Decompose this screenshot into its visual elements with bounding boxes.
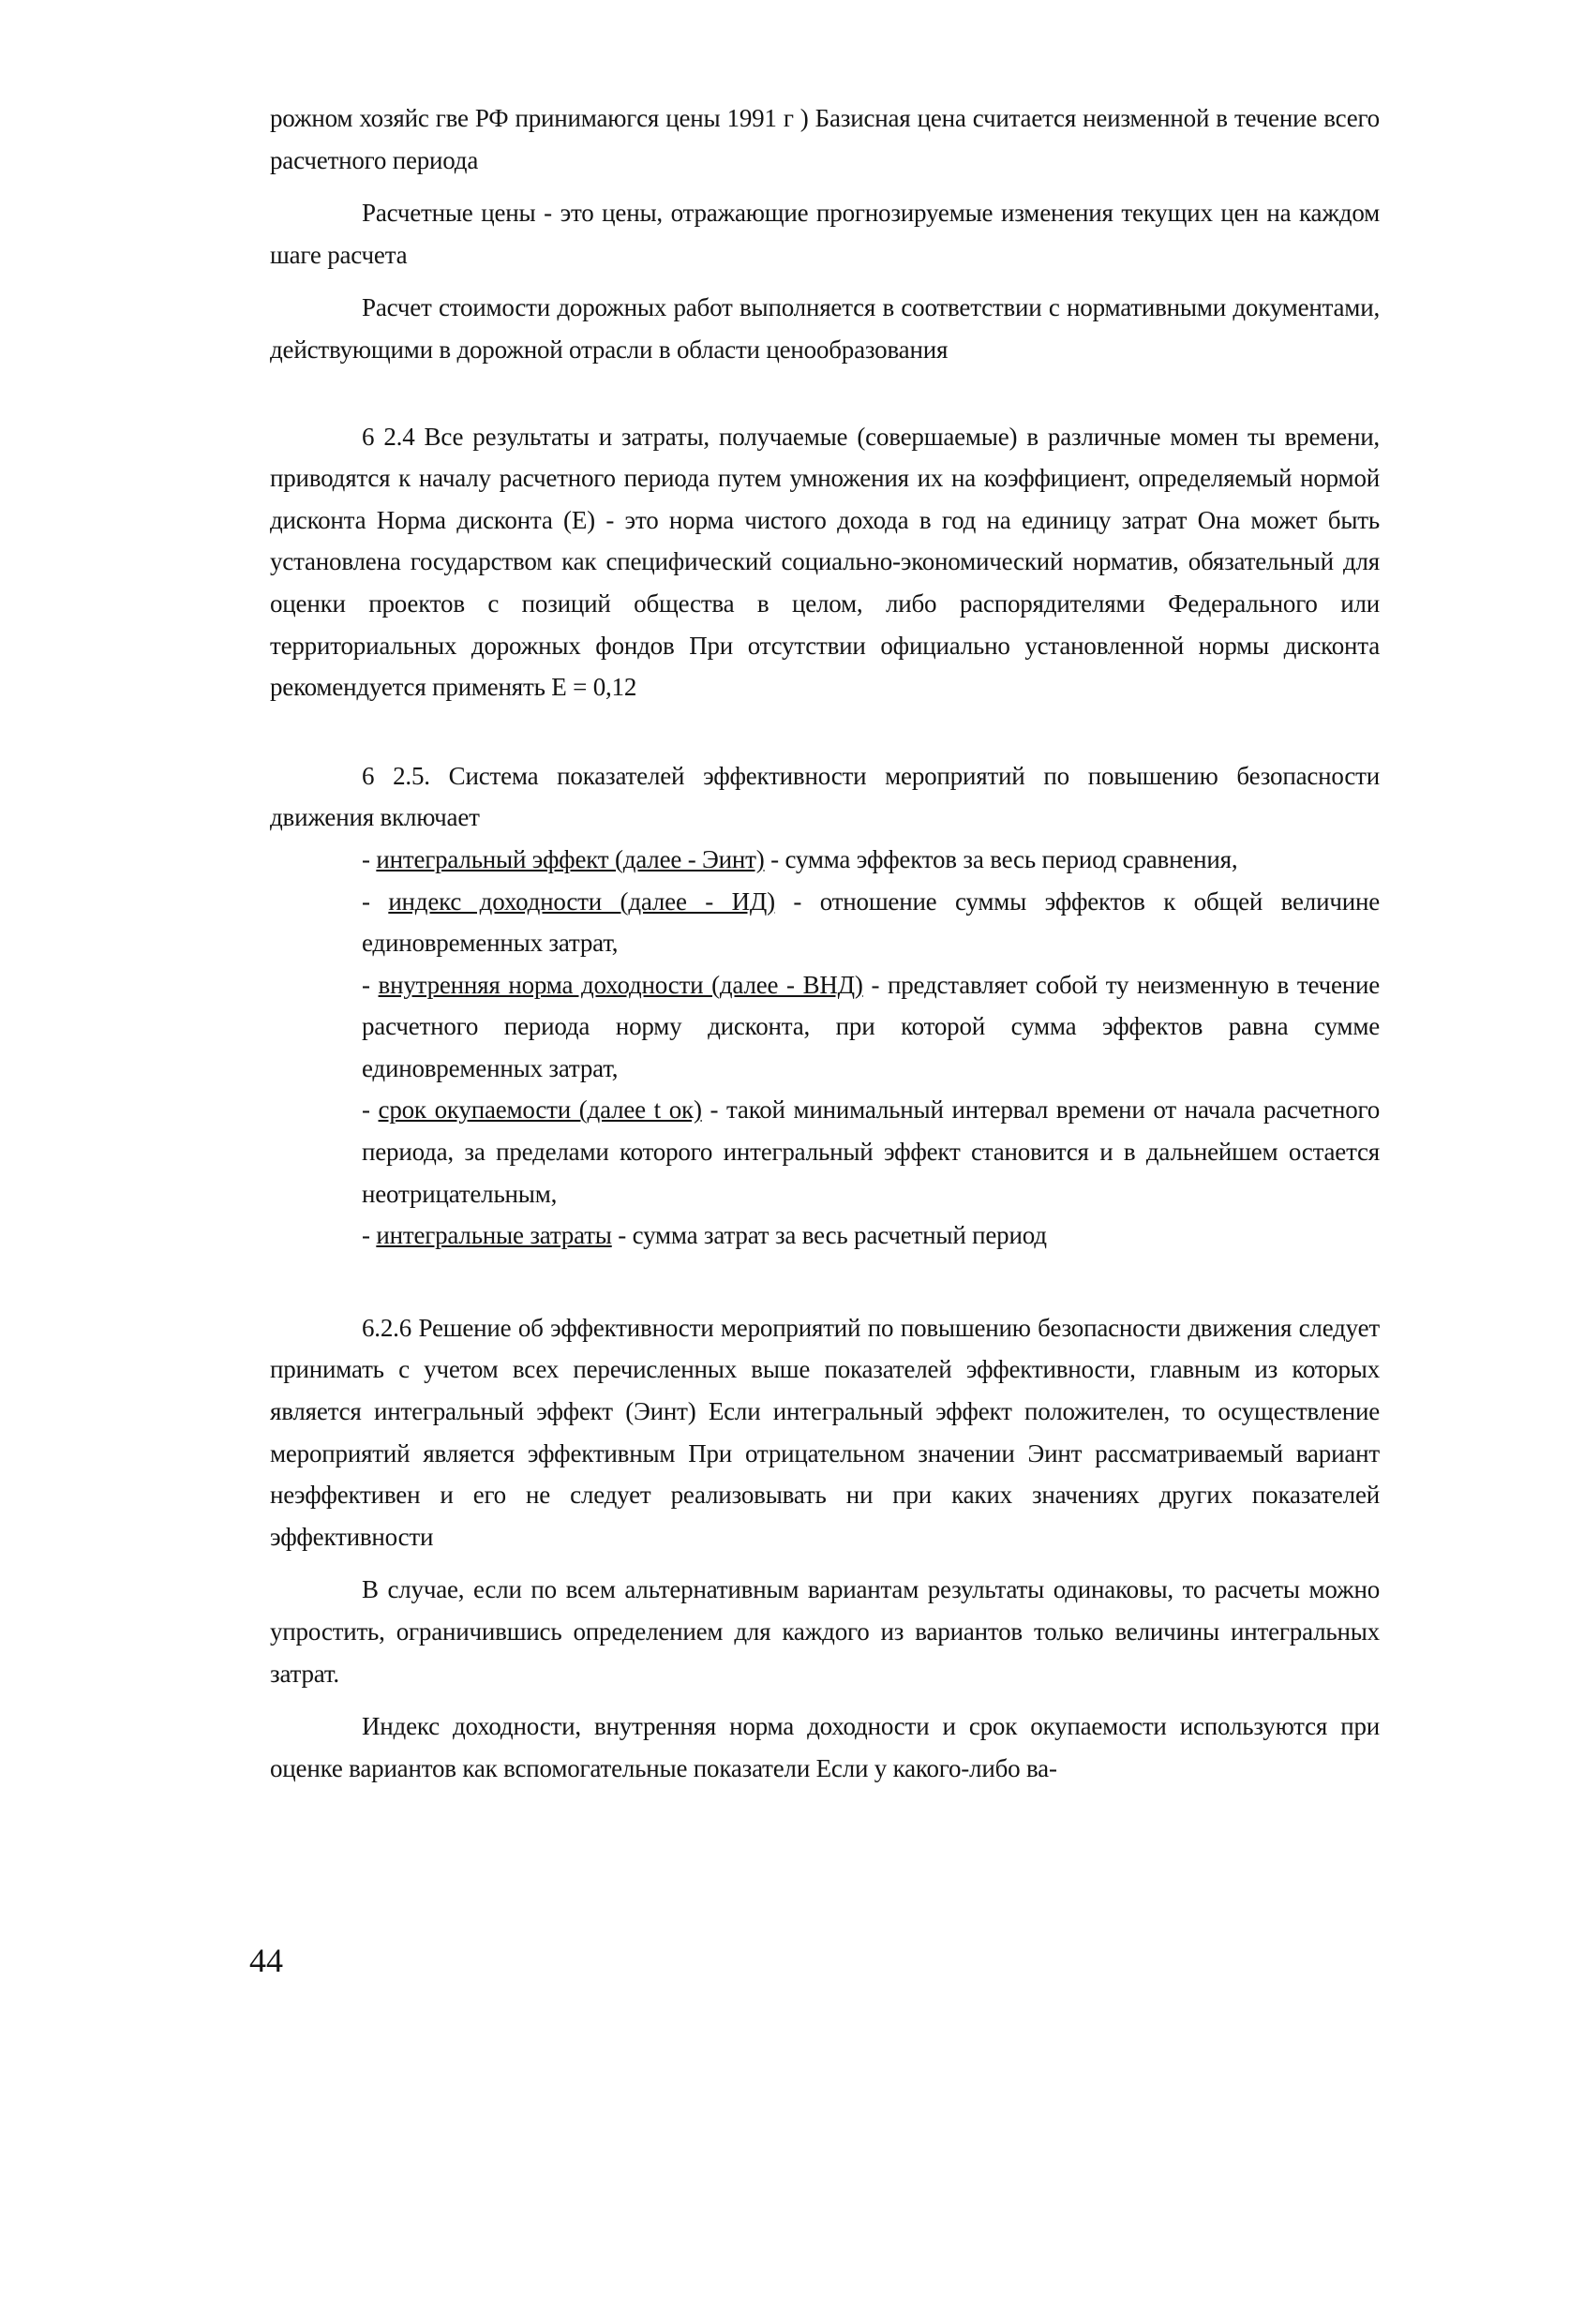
list-item-integral-costs: - интегральные затраты - сумма затрат за весь расчетный период — [362, 1221, 1047, 1250]
paragraph-cost-calculation: Расчет стоимости дорожных работ выполняется в соответствии с нормативными документами, действующими в дорожной отрасли в области ценообразования — [270, 293, 1380, 364]
list-item-integral-effect: - интегральный эффект (далее - Эинт) - сумма эффектов за весь период сравнения, — [362, 844, 1238, 873]
desc-integral-costs: - сумма затрат за весь расчетный период — [611, 1221, 1047, 1250]
desc-profitability-index: - отношение суммы эффектов к общей величине единовременных затрат, — [362, 886, 1380, 958]
paragraph-6-2-6: 6.2.6 Решение об эффективности мероприятий по повышению безопасности движения следует принимать с учетом всех перечисленных выше показателей эффективности, главным из которых является интегральный эффект (Эинт) Если интегральный эффект положителен, то осуществление мероприятий является эффективным При отрицательном значении Эинт рассматриваемый вариант неэффективен и его не следует реализовывать ни при каких значениях других показателей эффективности — [270, 1313, 1380, 1551]
list-item-payback: - срок окупаемости (далее t ок) - такой минимальный интервал времени от начала расчетного периода, за пределами которого интегральный эффект становится и в дальнейшем остается неотрицательным, — [362, 1095, 1380, 1208]
desc-integral-effect: - сумма эффектов за весь период сравнения, — [764, 844, 1238, 873]
paragraph-calculated-prices: Расчетные цены - это цены, отражающие прогнозируемые изменения текущих цен на каждом шаге расчета — [270, 199, 1380, 269]
list-item-profitability-index: - индекс доходности (далее - ИД) - отношение суммы эффектов к общей величине единовременных затрат, — [362, 886, 1380, 958]
paragraph-auxiliary-indicators: Индекс доходности, внутренняя норма доходности и срок окупаемости используются при оценке вариантов как вспомогательные показатели Если у какого-либо ва- — [270, 1712, 1380, 1782]
paragraph-6-2-4: 6 2.4 Все результаты и затраты, получаемые (совершаемые) в различные момен ты времени, приводятся к началу расчетного периода путем умножения их на коэффициент, определяемый нормой дисконта Норма дисконта (Е) - это норма чистого дохода в год на единицу затрат Она может быть установлена государством как специфический социально-экономический норматив, обязательный для оценки проектов с позиций общества в целом, либо распорядителями Федерального или территориальных дорожных фондов При отсутствии официально установленной нормы дисконта рекомендуется применять Е = 0,12 — [270, 422, 1380, 702]
desc-payback: - такой минимальный интервал времени от начала расчетного периода, за пределами которого интегральный эффект становится и в дальнейшем остается неотрицательным, — [362, 1095, 1380, 1208]
paragraph-prices-base: рожном хозяйс гве РФ принимаюгся цены 1991 г ) Базисная цена считается неизменной в течение всего расчетного периода — [270, 104, 1380, 174]
term-payback: срок окупаемости (далее t ок) — [378, 1095, 702, 1125]
term-irr: внутренняя норма доходности (далее - ВНД) — [378, 970, 863, 999]
term-integral-effect: интегральный эффект (далее - Эинт) — [376, 844, 765, 873]
body-text — [270, 97, 1380, 1789]
term-profitability-index: индекс доходности (далее - ИД) — [388, 886, 775, 916]
paragraph-equal-results: В случае, если по всем альтернативным вариантам результаты одинаковы, то расчеты можно упростить, ограничившись определением для каждого из вариантов только величины интегральных затрат. — [270, 1575, 1380, 1688]
paragraph-6-2-5: 6 2.5. Система показателей эффективности мероприятий по повышению безопасности движения включает — [270, 761, 1380, 832]
term-integral-costs: интегральные затраты — [376, 1221, 612, 1250]
desc-irr: - представляет собой ту неизменную в течение расчетного периода норму дисконта, при которой сумма эффектов равна сумме единовременных затрат, — [362, 970, 1381, 1082]
list-item-irr: - внутренняя норма доходности (далее - ВНД) - представляет собой ту неизменную в течение расчетного периода норму дисконта, при которой сумма эффектов равна сумме единовременных затрат, — [362, 970, 1381, 1082]
page-number: 44 — [249, 1942, 283, 1979]
